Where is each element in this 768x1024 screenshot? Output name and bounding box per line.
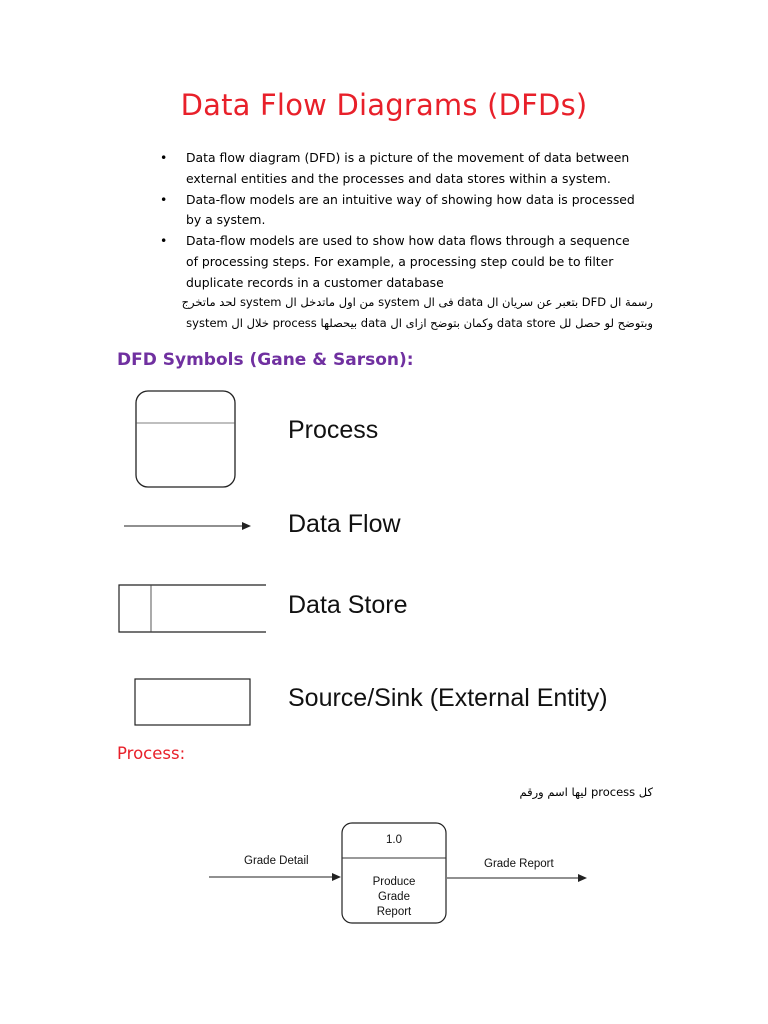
bullet-dot-icon: •	[160, 233, 168, 249]
symbol-label-process: Process	[288, 416, 379, 444]
bullet-line: by a system.	[186, 212, 266, 228]
process-example-diagram	[209, 823, 587, 923]
bullet-line: external entities and the processes and data stores within a system.	[186, 170, 611, 186]
bullet-line: Data-flow models are an intuitive way of showing how data is processed	[186, 191, 635, 207]
bullet-line: duplicate records in a customer database	[186, 274, 444, 290]
arabic-description-line: وبتوضح لو حصل لل data store وكمان بتوضح ازاى ال data بيحصلها process خلال ال system	[186, 316, 653, 330]
process-name-line: Grade	[378, 891, 410, 903]
input-flow-arrow-icon	[209, 873, 341, 881]
data-flow-arrow-icon	[124, 522, 251, 530]
process-symbol-icon	[136, 391, 235, 487]
external-entity-symbol-icon	[135, 679, 250, 725]
process-name-line: Produce	[372, 876, 416, 888]
process-name-line: Report	[376, 906, 412, 918]
bullet-dot-icon: •	[160, 150, 168, 165]
bullet-line: Data flow diagram (DFD) is a picture of the movement of data between	[186, 150, 630, 165]
bullet-dot-icon: •	[160, 191, 168, 207]
arabic-description-line: رسمة ال DFD بتعبر عن سريان ال data فى ال system من اول ماتدخل ال system لحد ماتخرج	[181, 295, 653, 309]
symbol-label-data-store: Data Store	[288, 591, 408, 619]
output-flow-arrow-icon	[447, 874, 587, 882]
bullet-line: Data-flow models are used to show how data flows through a sequence	[186, 233, 630, 249]
process-heading: Process:	[117, 744, 186, 763]
data-store-symbol-icon	[119, 585, 266, 632]
process-number: 1.0	[386, 834, 402, 846]
process-note: كل process ليها اسم ورقم	[519, 785, 653, 799]
bullet-line: of processing steps. For example, a processing step could be to filter	[186, 253, 614, 269]
symbol-label-data-flow: Data Flow	[288, 510, 401, 538]
symbols-heading: DFD Symbols (Gane & Sarson):	[117, 350, 414, 370]
input-flow-label: Grade Detail	[244, 855, 309, 867]
output-flow-label: Grade Report	[484, 858, 554, 870]
symbol-label-external-entity: Source/Sink (External Entity)	[288, 684, 608, 712]
page-title: Data Flow Diagrams (DFDs)	[180, 88, 588, 122]
